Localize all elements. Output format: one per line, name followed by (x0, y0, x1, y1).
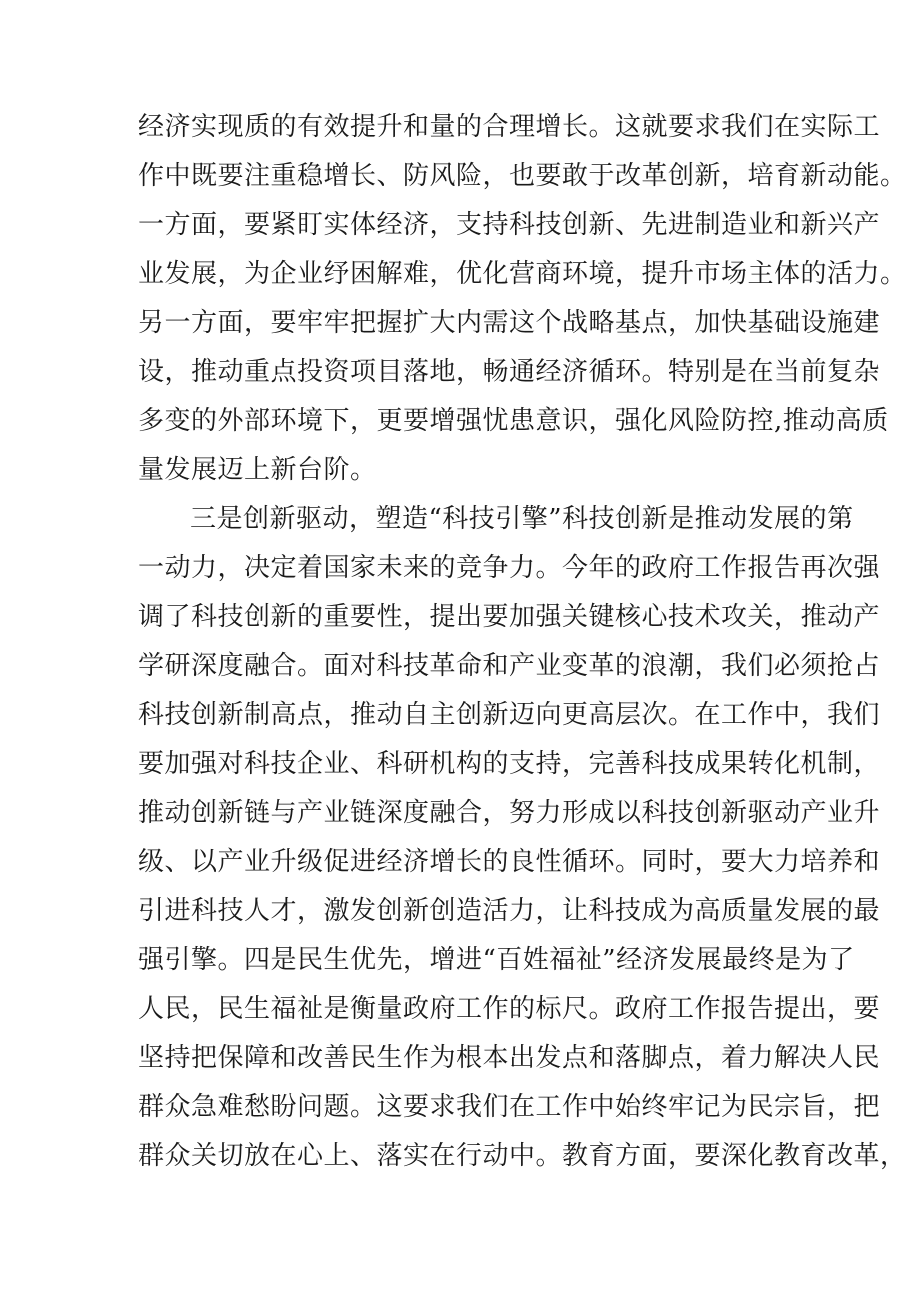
text-line-18: 强引擎。四是民生优先，增进“百姓福祉”经济发展最终是为了 (138, 945, 855, 975)
text-line-10: 一动力，决定着国家未来的竞争力。今年的政府工作报告再次强 (138, 553, 881, 583)
text-line-14: 要加强对科技企业、科研机构的支持，完善科技成果转化机制， (138, 749, 881, 779)
text-line-8: 量发展迈上新台阶。 (138, 455, 377, 485)
text-line-21: 群众急难愁盼问题。这要求我们在工作中始终牢记为民宗旨，把 (138, 1092, 881, 1122)
text-line-2: 作中既要注重稳增长、防风险，也要敢于改革创新，培育新动能。 (138, 161, 907, 191)
text-line-22: 群众关切放在心上、落实在行动中。教育方面，要深化教育改革， (138, 1141, 907, 1171)
text-line-4: 业发展，为企业纾困解难，优化营商环境，提升市场主体的活力。 (138, 259, 907, 289)
text-line-1: 经济实现质的有效提升和量的合理增长。这就要求我们在实际工 (138, 112, 881, 142)
text-line-20: 坚持把保障和改善民生作为根本出发点和落脚点，着力解决人民 (138, 1043, 881, 1073)
text-line-13: 科技创新制高点，推动自主创新迈向更高层次。在工作中，我们 (138, 700, 881, 730)
paragraph-start-line: 三是创新驱动，塑造“科技引擎”科技创新是推动发展的第 (190, 504, 854, 534)
text-line-3: 一方面，要紧盯实体经济，支持科技创新、先进制造业和新兴产 (138, 210, 881, 240)
text-line-15: 推动创新链与产业链深度融合，努力形成以科技创新驱动产业升 (138, 798, 881, 828)
text-line-6: 设，推动重点投资项目落地，畅通经济循环。特别是在当前复杂 (138, 357, 881, 387)
text-line-17: 引进科技人才，激发创新创造活力，让科技成为高质量发展的最 (138, 896, 881, 926)
text-line-16: 级、以产业升级促进经济增长的良性循环。同时，要大力培养和 (138, 847, 881, 877)
text-line-19: 人民，民生福祉是衡量政府工作的标尺。政府工作报告提出，要 (138, 994, 881, 1024)
text-line-5: 另一方面，要牢牢把握扩大内需这个战略基点，加快基础设施建 (138, 308, 881, 338)
text-line-11: 调了科技创新的重要性，提出要加强关键核心技术攻关，推动产 (138, 602, 881, 632)
text-line-7: 多变的外部环境下，更要增强忧患意识，强化风险防控,推动高质 (138, 406, 889, 436)
text-line-12: 学研深度融合。面对科技革命和产业变革的浪潮，我们必须抢占 (138, 651, 881, 681)
